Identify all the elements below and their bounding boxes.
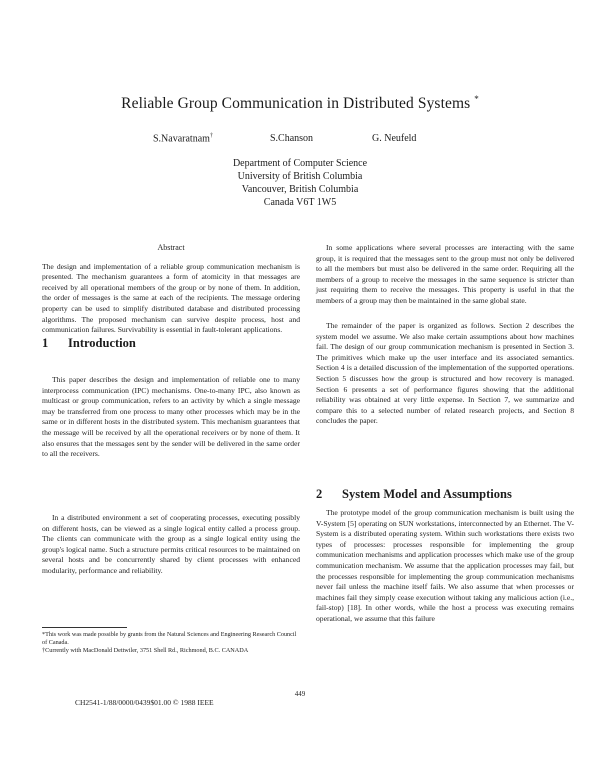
- affiliation-block: [0, 157, 600, 209]
- author-name: S.Navaratnam: [153, 133, 210, 145]
- footnote-rule: [42, 627, 127, 628]
- body-paragraph: This paper describes the design and implementation of reliable one to many interprocess communication (IPC) mechanisms. One-to-many IPC, also known as multicast or group communication, refers to an activity by which a single message may be transferred from one process to many other processes which may be in the same or in different hosts in the distributed system. This mechanism guarantees that the message will be received by all the operational receivers or by none of them. It also ensures that the messages sent by the sender will be delivered in the same order to all the receivers.: [42, 375, 300, 459]
- footnote: †Currently with MacDonald Dettwiler, 3751 Shell Rd., Richmond, B.C. CANADA: [42, 647, 249, 655]
- affiliation-line: University of British Columbia: [237, 171, 363, 182]
- author-3: [372, 133, 416, 144]
- right-column-2: [316, 321, 574, 427]
- section-heading: [316, 489, 574, 500]
- title-footnote-mark: *: [474, 94, 479, 104]
- page-number: 449: [294, 690, 306, 698]
- section-2-heading-wrap: [316, 489, 574, 500]
- footnote: *This work was made possible by grants from the Natural Sciences and Engineering Research Council of Canada.: [42, 631, 297, 647]
- copyright-line: CH2541-1/88/0000/0439$01.00 © 1988 IEEE: [75, 698, 214, 707]
- body-paragraph: In some applications where several processes are interacting with the same group, it is required that the messages sent to the group must not only be delivered to all the members but must also be delivered in the same order. Requiring all the members of a group to receive the messages in the same sequence is stricter than just requiring them to receive the messages. This property is useful in that the members of a group may then be maintained in the same global state.: [316, 243, 574, 305]
- left-column: [42, 243, 300, 336]
- section-1-heading-wrap: [42, 338, 300, 349]
- section-1-body: [42, 375, 300, 460]
- section-1-body-2: [42, 513, 300, 577]
- body-paragraph: The remainder of the paper is organized as follows. Section 2 describes the system model we assume. We also make certain assumptions about how machines fail. The design of our group communication mechanism is presented in Section 3. The primitives which make up the user interface and its associated semantics. Section 4 is a detailed discussion of the implementation of the supported operations. Section 5 discusses how the group is structured and how recovery is managed. Section 6 presents a set of performance figures showing that the additional reliability was obtained at very little expense. In Section 7, we summarize and compare this to a selected number of related research projects, and Section 8 concludes the paper.: [316, 321, 574, 426]
- author-name: S.Chanson: [270, 133, 314, 144]
- section-title: Introduction: [68, 336, 136, 350]
- author-name: G. Neufeld: [372, 133, 417, 144]
- section-title: System Model and Assumptions: [342, 487, 512, 501]
- affiliation-line: Department of Computer Science: [232, 158, 368, 169]
- section-number: 2: [316, 487, 323, 501]
- section-number: 1: [42, 336, 49, 350]
- right-column: [316, 243, 574, 307]
- affiliation-line: Canada V6T 1W5: [263, 197, 337, 208]
- section-heading: [42, 338, 300, 349]
- title-text: Reliable Group Communication in Distributed Systems: [121, 95, 471, 113]
- abstract-text: The design and implementation of a reliable group communication mechanism is presented. The mechanism guarantees a form of atomicity in that messages are received by all operational members of the group or by none of them. In addition, the order of messages is the same at each of the recipients. The message ordering property can be used to simplify distributed database and distributed processing algorithms. The proposed mechanism can survive despite process, host and communication failures. Survivability is essential in fault-tolerant applications.: [42, 261, 300, 335]
- abstract-heading: Abstract: [157, 243, 185, 252]
- author-footnote-mark: †: [209, 133, 213, 139]
- section-2-body: [316, 508, 574, 625]
- affiliation-line: Vancouver, British Columbia: [241, 184, 359, 195]
- author-1: [153, 133, 213, 144]
- body-paragraph: The prototype model of the group communication mechanism is built using the V-System [5] operating on SUN workstations, interconnected by an Ethernet. The V-System is a distributed operating system. Within such workstations there exists two types of processes: processes responsible for implementing the group communication mechanisms and application processes which make use of the group communication mechanism. We assume that the application processes may fail, but the processes responsible for implementing the group communication mechanisms never fail unless the machine itself fails. We also assume that when processes or machines fail they simply cease execution without taking any malicious action (i.e., fail-stop) [18]. In other words, while the host a process was executing remains operational, we assume that this failure: [316, 508, 574, 623]
- author-2: [270, 133, 313, 144]
- body-paragraph: In a distributed environment a set of cooperating processes, executing possibly on different hosts, can be viewed as a single logical entity called a process group. The clients can communicate with the group as a single logical entity using the group's logical name. Such a structure permits critical resources to be maintained on several hosts and be concurrently shared by client processes with enhanced modularity, performance and reliability.: [42, 513, 300, 575]
- footnotes: [42, 627, 300, 656]
- paper-title: [0, 94, 600, 113]
